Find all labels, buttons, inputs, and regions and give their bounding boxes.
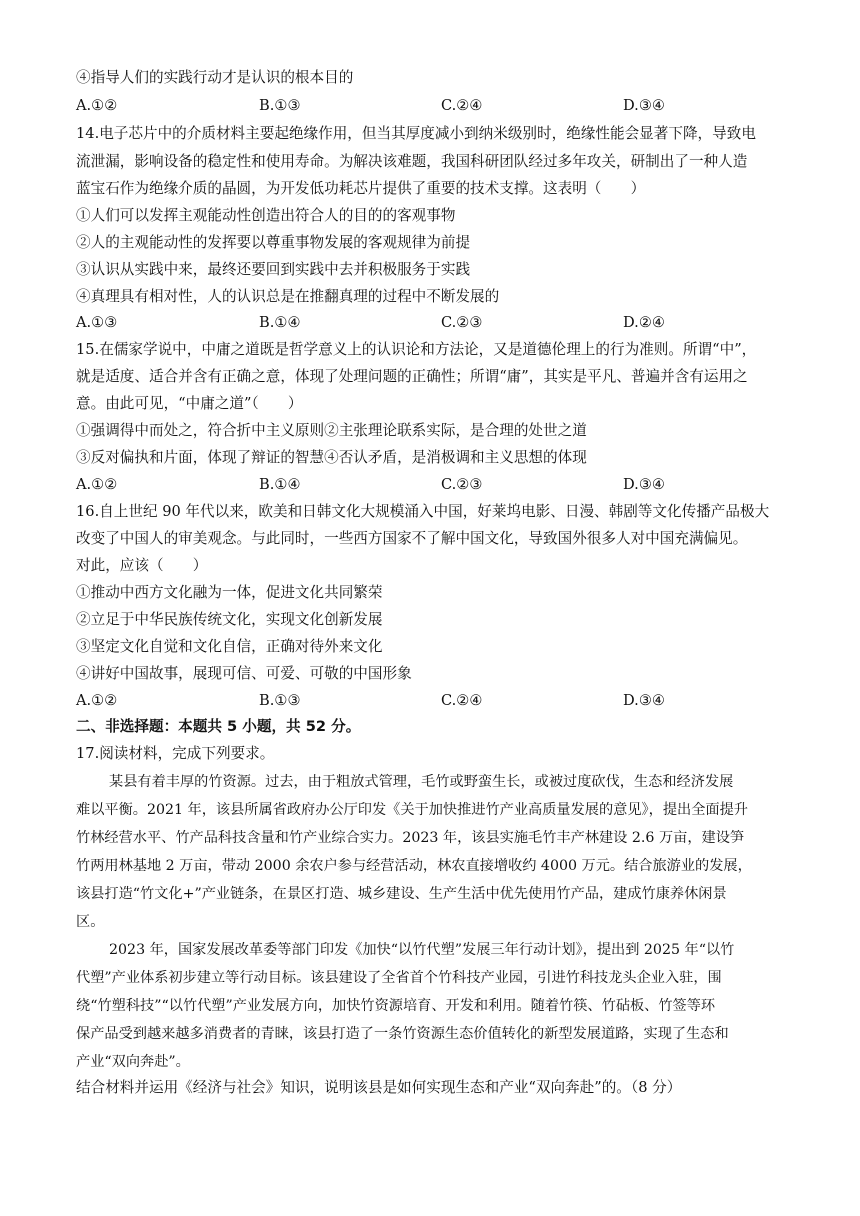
q15-choice-d: D.③④ (623, 476, 665, 493)
q15-stem-line: 就是适度、适合并含有正确之意，体现了处理问题的正确性；所谓“庸”，其实是平凡、普遍并含有运用之 (76, 368, 748, 385)
q17-material-line: 某县有着丰厚的竹资源。过去，由于粗放式管理，毛竹或野蛮生长，或被过度砍伐，生态和经济发展 (109, 774, 734, 790)
q14-choice-c: C.②③ (441, 314, 483, 331)
q16-option: ①推动中西方文化融为一体，促进文化共同繁荣 (76, 584, 383, 601)
q17-material-line: 保产品受到越来越多消费者的青睐，该县打造了一条竹资源生态价值转化的新型发展道路，实现了生态和 (76, 1026, 729, 1042)
q14-choice-d: D.②④ (623, 314, 665, 331)
q14-stem-line: 流泄漏，影响设备的稳定性和使用寿命。为解决该难题，我国科研团队经过多年攻关，研制出了一种人造 (76, 153, 748, 170)
q15-choices (76, 475, 776, 495)
q17-intro: 17.阅读材料，完成下列要求。 (76, 745, 275, 762)
q14-choice-a: A.①③ (76, 314, 118, 331)
q13-choice-a: A.①② (76, 97, 118, 114)
q17-material-line: 区。 (76, 914, 105, 930)
q17-material-line: 产业“双向奔赴”。 (76, 1054, 190, 1070)
q17-material-line: 代塑”产业体系初步建立等行动目标。该县建设了全省首个竹科技产业园，引进竹科技龙头企业入驻，围 (76, 970, 722, 986)
q16-stem-line: 16.自上世纪 90 年代以来，欧美和日韩文化大规模涌入中国，好莱坞电影、日漫、韩剧等文化传播产品极大 (76, 503, 770, 520)
q15-choice-a: A.①② (76, 476, 118, 493)
q15-choice-c: C.②③ (441, 476, 483, 493)
q14-option: ④真理具有相对性，人的认识总是在推翻真理的过程中不断发展的 (76, 288, 500, 305)
q17-material-line: 竹林经营水平、竹产品科技含量和竹产业综合实力。2023 年，该县实施毛竹丰产林建设 2.6 万亩，建设笋 (76, 830, 745, 846)
q16-choice-c: C.②④ (441, 692, 483, 709)
q14-choice-b: B.①④ (259, 314, 301, 331)
section-heading: 二、非选择题：本题共 5 小题，共 52 分。 (76, 718, 361, 735)
q17-task: 结合材料并运用《经济与社会》知识，说明该县是如何实现生态和产业“双向奔赴”的。（8 分） (76, 1079, 682, 1096)
q16-stem-line: 改变了中国人的审美观念。与此同时，一些西方国家不了解中国文化，导致国外很多人对中国充满偏见。 (76, 530, 748, 547)
q14-choices (76, 313, 776, 333)
q14-stem-line: 14.电子芯片中的介质材料主要起绝缘作用，但当其厚度减小到纳米级别时，绝缘性能会显著下降，导致电 (76, 125, 756, 142)
q15-option: ①强调得中而处之，符合折中主义原则②主张理论联系实际，是合理的处世之道 (76, 422, 587, 439)
q16-option: ④讲好中国故事，展现可信、可爱、可敬的中国形象 (76, 665, 412, 682)
q16-choice-b: B.①③ (259, 692, 301, 709)
q17-material-line: 2023 年，国家发展改革委等部门印发《加快“以竹代塑”发展三年行动计划》，提出到 2025 年“以竹 (109, 942, 735, 958)
q13-choice-b: B.①③ (259, 97, 301, 114)
q13-choice-c: C.②④ (441, 97, 483, 114)
q15-choice-b: B.①④ (259, 476, 301, 493)
q17-material-line: 竹两用林基地 2 万亩，带动 2000 余农户参与经营活动，林农直接增收约 4000 万元。结合旅游业的发展， (76, 858, 752, 874)
q14-stem-line: 蓝宝石作为绝缘介质的晶圆，为开发低功耗芯片提供了重要的技术支撑。这表明（ ） (76, 180, 646, 197)
q13-option-4: ④指导人们的实践行动才是认识的根本目的 (76, 69, 354, 86)
q15-option: ③反对偏执和片面，体现了辩证的智慧④否认矛盾，是消极调和主义思想的体现 (76, 449, 587, 466)
q14-option: ③认识从实践中来，最终还要回到实践中去并积极服务于实践 (76, 261, 471, 278)
q14-option: ②人的主观能动性的发挥要以尊重事物发展的客观规律为前提 (76, 234, 471, 251)
q17-material-line: 难以平衡。2021 年，该县所属省政府办公厅印发《关于加快推进竹产业高质量发展的意见》，提出全面提升 (76, 802, 748, 818)
q16-option: ②立足于中华民族传统文化，实现文化创新发展 (76, 611, 383, 628)
q16-stem-line: 对此，应该（ ） (76, 557, 208, 574)
q16-choice-a: A.①② (76, 692, 118, 709)
q15-stem-line: 15.在儒家学说中，中庸之道既是哲学意义上的认识论和方法论，又是道德伦理上的行为准则。所谓“中”， (76, 341, 757, 358)
q16-choices (76, 691, 776, 711)
q16-choice-d: D.③④ (623, 692, 665, 709)
q13-choices (76, 96, 776, 116)
q13-choice-d: D.③④ (623, 97, 665, 114)
q14-option: ①人们可以发挥主观能动性创造出符合人的目的的客观事物 (76, 207, 456, 224)
q17-material-line: 绕“竹塑科技”“以竹代塑”产业发展方向，加快竹资源培育、开发和利用。随着竹筷、竹砧板、竹签等环 (76, 998, 716, 1014)
q16-option: ③坚定文化自觉和文化自信，正确对待外来文化 (76, 638, 383, 655)
q15-stem-line: 意。由此可见，“中庸之道”（ ） (76, 395, 303, 412)
q17-material-line: 该县打造“竹文化+”产业链条，在景区打造、城乡建设、生产生活中优先使用竹产品，建成竹康养休闲景 (76, 886, 727, 902)
